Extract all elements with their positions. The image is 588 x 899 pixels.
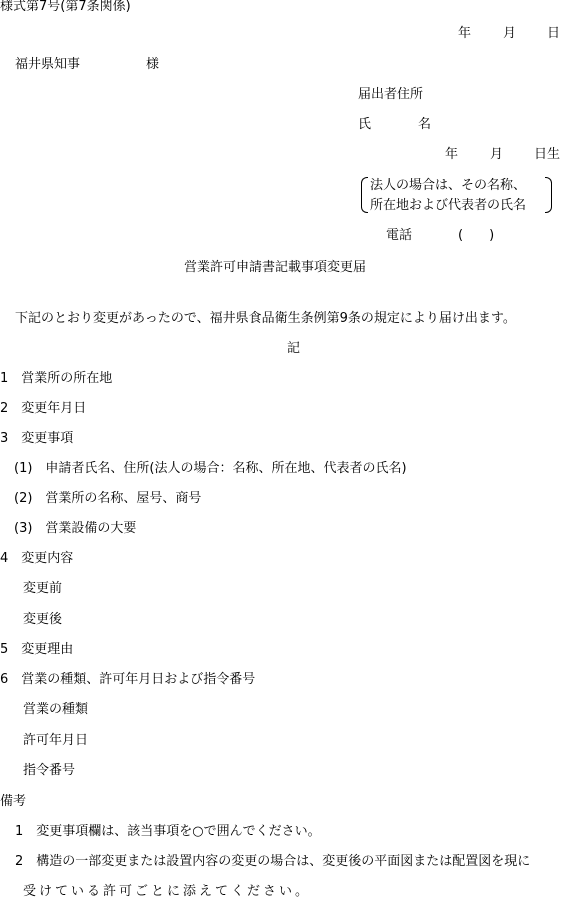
remarks-heading: 備考 [0, 794, 27, 809]
applicant-name-label-2: 名 [418, 117, 432, 132]
item-4-after: 変更後 [23, 612, 63, 627]
form-number: 様式第7号(第7条関係) [0, 0, 131, 14]
birth-month: 月 [490, 147, 504, 162]
date-year: 年 [458, 26, 472, 41]
document-title: 営業許可申請書記載事項変更届 [184, 260, 367, 275]
corporate-note-line-2: 所在地および代表者の氏名 [370, 198, 527, 213]
item-6-number: 指令番号 [23, 763, 76, 778]
phone-label: 電話 [386, 228, 413, 243]
date-day: 日 [547, 26, 561, 41]
addressee-honorific: 様 [146, 57, 160, 72]
birth-year: 年 [445, 147, 459, 162]
item-6-date: 許可年月日 [23, 733, 89, 748]
item-3-1: (1) 申請者氏名、住所(法人の場合：名称、所在地、代表者の氏名) [14, 461, 407, 476]
item-3-3: (3) 営業設備の大要 [14, 521, 137, 536]
item-4-before: 変更前 [23, 581, 63, 596]
corporate-note-bracket-left [361, 177, 368, 213]
applicant-name-label-1: 氏 [358, 117, 372, 132]
item-4: 4 変更内容 [0, 551, 74, 566]
intro-sentence: 下記のとおり変更があったので、福井県食品衛生条例第9条の規定により届け出ます。 [15, 311, 516, 326]
birth-day: 日生 [534, 147, 561, 162]
ki-heading: 記 [287, 341, 301, 356]
applicant-address-label: 届出者住所 [358, 87, 424, 102]
remark-1: 1 変更事項欄は、該当事項を○で囲んでください。 [15, 824, 321, 839]
corporate-note-line-1: 法人の場合は、その名称、 [370, 178, 527, 193]
date-month: 月 [503, 26, 517, 41]
item-3: 3 変更事項 [0, 431, 74, 446]
item-6: 6 営業の種類、許可年月日および指令番号 [0, 672, 256, 687]
item-1: 1 営業所の所在地 [0, 371, 113, 386]
item-3-2: (2) 営業所の名称、屋号、商号 [14, 491, 202, 506]
item-5: 5 変更理由 [0, 642, 74, 657]
remark-2-continued: 受けている許可ごとに添えてください。 [23, 884, 312, 899]
item-6-type: 営業の種類 [23, 702, 89, 717]
item-2: 2 変更年月日 [0, 401, 87, 416]
phone-parens: ( ) [458, 228, 495, 243]
addressee-name: 福井県知事 [15, 57, 81, 72]
corporate-note-bracket-right [545, 177, 552, 213]
remark-2: 2 構造の一部変更または設置内容の変更の場合は、変更後の平面図または配置図を現に [15, 854, 531, 869]
